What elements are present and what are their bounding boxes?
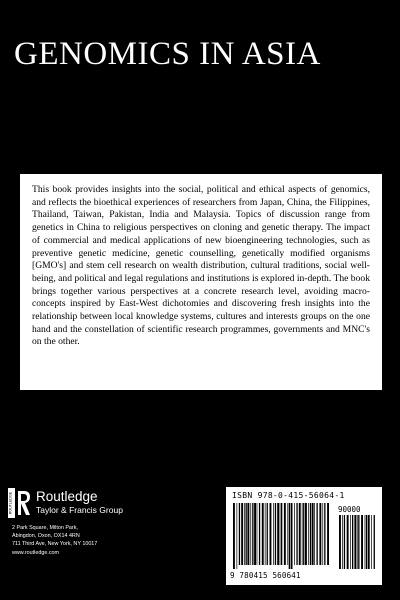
barcode-bar: [262, 503, 264, 565]
price-addon-number: 90000: [338, 505, 361, 514]
barcode-bar: [247, 503, 249, 565]
barcode-bar: [310, 503, 311, 565]
book-title: GENOMICS IN ASIA: [14, 36, 321, 72]
barcode-bar: [281, 503, 282, 565]
barcode-bar: [358, 515, 359, 569]
barcode-bar: [374, 515, 375, 569]
barcode-bar: [339, 515, 341, 569]
barcode-bar: [246, 503, 247, 565]
barcode-bar: [239, 503, 240, 565]
barcode-bar: [314, 503, 315, 565]
barcode-bar: [322, 503, 323, 565]
barcode-bar: [371, 515, 372, 569]
barcode-bar: [280, 503, 281, 565]
isbn-label: ISBN 978-0-415-56064-1: [232, 491, 345, 500]
barcode-bar: [368, 515, 370, 569]
barcode-bar: [265, 503, 266, 565]
ean-barcode: [232, 503, 332, 569]
barcode-bar: [366, 515, 367, 569]
barcode-bar: [257, 503, 258, 565]
barcode-bar: [252, 503, 253, 565]
publisher-logo: [8, 488, 178, 518]
logo-vertical-text: ROUTLEDGE: [8, 491, 13, 515]
barcode-bar: [250, 503, 251, 565]
barcode-bar: [365, 515, 366, 569]
publisher-group: Taylor & Francis Group: [36, 505, 123, 515]
barcode-bar: [305, 503, 307, 565]
barcode-bar: [275, 503, 276, 565]
barcode-bar: [244, 503, 245, 565]
barcode-bar: [237, 503, 238, 569]
barcode-bar: [302, 503, 303, 565]
barcode-bar: [241, 503, 243, 565]
barcode-bar: [259, 503, 260, 565]
barcode-bar: [357, 515, 358, 569]
barcode-bar: [317, 503, 318, 565]
publisher-address: [12, 524, 192, 557]
barcode-bar: [233, 503, 235, 569]
barcode-bar: [312, 503, 314, 565]
barcode-bar: [289, 503, 290, 569]
barcode-bar: [344, 515, 345, 569]
addon-barcode: [338, 515, 376, 573]
barcode-bar: [361, 515, 363, 569]
address-line: 711 Third Ave, New York, NY 10017: [12, 541, 98, 548]
barcode-bar: [291, 503, 293, 569]
barcode-bar: [254, 503, 256, 565]
barcode-bar: [324, 503, 325, 565]
barcode-bar: [294, 503, 295, 565]
barcode-bar: [319, 503, 321, 565]
barcode-bar: [267, 503, 268, 565]
publisher-name: Routledge: [36, 489, 98, 504]
barcode-bar: [296, 503, 297, 565]
barcode-bar: [270, 503, 272, 565]
barcode-bar: [354, 515, 356, 569]
book-description: This book provides insights into the social, political and ethical aspects of genomics, and reflects the bioethical experiences of researchers from Japan, China, the Filippines, Thailand, Taiwan, Pakistan, India and Malaysia. Topics of discussion range from genetics in China to religious perspectives on cloning and genetic therapy. The impact of commercial and medical applications of new bioengineering technologies, such as preventive genetic medicine, genetic counselling, genetically modified organisms [GMO's] and stem cell research on wealth distribution, cultural traditions, social well-being, and political and legal regulations and institutions is explored in-depth. The book brings together various perspectives at a concrete research level, avoiding macro-concepts inspired by East-West dichotomies and discovering fresh insights into the relationship between local knowledge systems, cultures and interests groups on the one hand and the constellation of scientific research programmes, governments and MNC's on the other.: [20, 174, 382, 390]
barcode-bar: [347, 515, 349, 569]
barcode-bar: [350, 515, 351, 569]
barcode-bar: [284, 503, 286, 565]
barcode-bar: [277, 503, 279, 565]
barcode-bar: [342, 515, 343, 569]
barcode-bar: [308, 503, 309, 565]
barcode-panel: [226, 487, 382, 585]
ean-number: 9 780415 560641: [230, 571, 301, 580]
barcode-bar: [327, 503, 329, 565]
barcode-bar: [303, 503, 304, 565]
address-line: www.routledge.com: [12, 549, 60, 556]
routledge-r-icon: [8, 488, 32, 518]
barcode-bar: [273, 503, 274, 565]
address-line: 2 Park Square, Milton Park,: [12, 525, 78, 531]
barcode-bar: [299, 503, 301, 565]
barcode-bar: [352, 515, 353, 569]
address-line: Abingdon, Oxon, OX14 4RN: [12, 533, 80, 540]
barcode-bar: [287, 503, 288, 565]
